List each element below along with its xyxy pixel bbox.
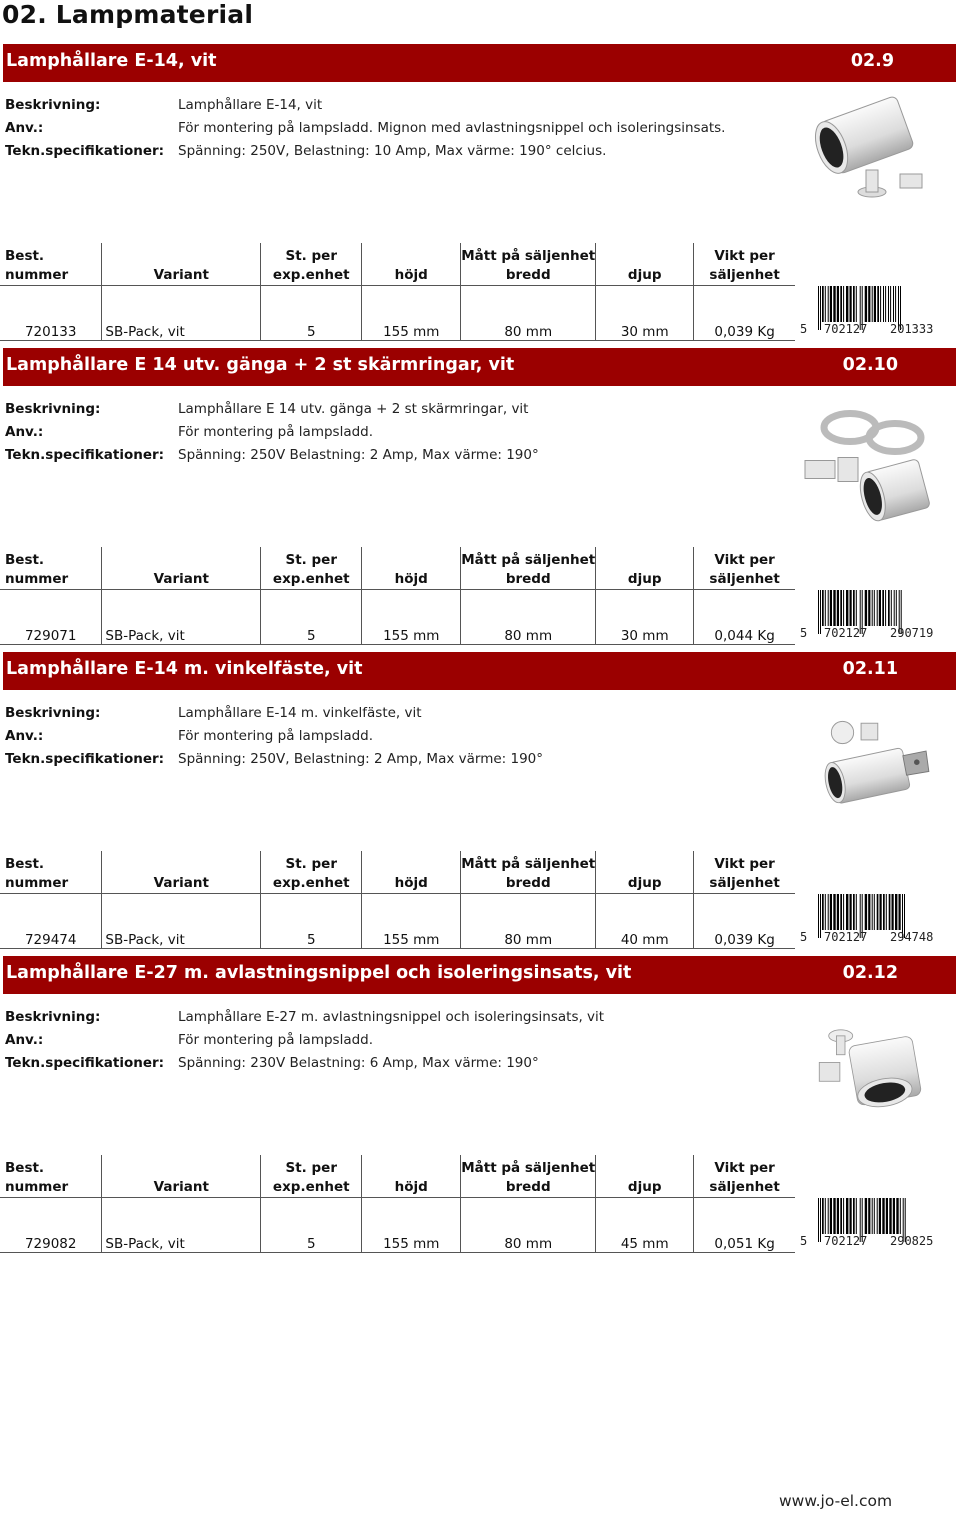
st-per-line1: St. per xyxy=(285,855,337,872)
cell-vikt: 0,039 Kg xyxy=(694,893,795,948)
vikt-line1: Vikt per xyxy=(714,1159,775,1176)
specs-value: Spänning: 250V, Belastning: 2 Amp, Max värme: 190° xyxy=(178,751,544,767)
barcode-bar xyxy=(850,286,852,322)
barcode-bar xyxy=(890,286,891,322)
barcode xyxy=(798,1196,950,1246)
col-header-variant: Variant xyxy=(102,547,261,589)
col-header-best-nummer: Best. nummer xyxy=(0,1155,102,1197)
barcode-bar xyxy=(825,590,826,626)
barcode-bar xyxy=(833,1198,835,1234)
barcode-bar xyxy=(853,590,855,626)
djup-label: djup xyxy=(627,874,662,891)
cell-vikt: 0,044 Kg xyxy=(694,589,795,644)
specs-value: Spänning: 250V Belastning: 2 Amp, Max värme: 190° xyxy=(178,447,539,463)
barcode-bar xyxy=(899,894,901,930)
description-value: Lamphållare E 14 utv. gänga + 2 st skärmringar, vit xyxy=(178,401,529,417)
barcode-first-digit: 5 xyxy=(800,930,808,942)
barcode-bar xyxy=(856,286,857,322)
barcode-left-digits: 702127 xyxy=(824,322,868,334)
barcode-guard-bar xyxy=(818,1198,819,1242)
barcode-bar xyxy=(872,286,873,322)
usage-value: För montering på lampsladd. Mignon med avlastningsnippel och isoleringsinsats. xyxy=(178,120,726,136)
barcode-bar xyxy=(877,894,879,930)
barcode-bar xyxy=(830,1198,832,1234)
barcode-bar xyxy=(843,590,844,626)
barcode-bar xyxy=(874,1198,875,1234)
barcode-bar xyxy=(825,1198,826,1234)
barcode-bar xyxy=(846,590,848,626)
footer-url: www.jo-el.com xyxy=(779,1492,893,1510)
product-code: 02.10 xyxy=(842,355,898,375)
col-header-djup xyxy=(596,243,694,285)
cell-nummer: 729474 xyxy=(0,893,102,948)
product-header-bar xyxy=(3,348,956,386)
vikt-line2: säljenhet xyxy=(709,1178,780,1195)
barcode-right-digits: 294748 xyxy=(890,930,934,942)
vikt-line2: säljenhet xyxy=(709,266,780,283)
barcode-bar xyxy=(874,286,876,322)
cell-nummer: 729082 xyxy=(0,1197,102,1252)
specs-value: Spänning: 250V, Belastning: 10 Amp, Max värme: 190° celcius. xyxy=(178,143,607,159)
barcode-bar xyxy=(888,286,889,322)
col-header-djup xyxy=(596,547,694,589)
col-header-variant: Variant xyxy=(102,1155,261,1197)
col-header-best-nummer: Best. nummer xyxy=(0,851,102,893)
description-value: Lamphållare E-14, vit xyxy=(178,97,323,113)
cell-nummer: 720133 xyxy=(0,285,102,340)
barcode-first-digit: 5 xyxy=(800,626,808,638)
barcode-bar xyxy=(885,286,886,322)
barcode-right-digits: 290825 xyxy=(890,1234,934,1246)
product-spec-table xyxy=(0,1155,795,1253)
barcode-bar xyxy=(879,1198,881,1234)
description-value: Lamphållare E-27 m. avlastningsnippel och isoleringsinsats, vit xyxy=(178,1009,605,1025)
dims-group-label: Mått på säljenhet xyxy=(461,551,596,568)
barcode-bar xyxy=(822,1198,824,1234)
barcode-bar xyxy=(891,590,892,626)
col-header-vikt xyxy=(694,243,795,285)
barcode-bar xyxy=(883,286,884,322)
product-image-lampholder xyxy=(800,92,940,202)
barcode-bar xyxy=(872,894,873,930)
barcode-left-digits: 702127 xyxy=(824,1234,868,1246)
cell-bredd: 80 mm xyxy=(461,893,596,948)
barcode-bar xyxy=(883,894,885,930)
barcode-bar xyxy=(825,286,826,322)
description-label: Beskrivning: xyxy=(5,705,101,721)
col-header-variant: Variant xyxy=(102,243,261,285)
barcode-bar xyxy=(865,590,867,626)
col-header-st-per xyxy=(261,1155,362,1197)
barcode-bar xyxy=(856,590,857,626)
product-section xyxy=(0,44,960,344)
barcode-bar xyxy=(853,286,855,322)
barcode-first-digit: 5 xyxy=(800,1234,808,1246)
barcode-left-digits: 702127 xyxy=(824,930,868,942)
cell-nummer: 729071 xyxy=(0,589,102,644)
col-header-hojd xyxy=(362,547,461,589)
djup-label: djup xyxy=(627,570,662,587)
specs-value: Spänning: 230V Belastning: 6 Amp, Max värme: 190° xyxy=(178,1055,539,1071)
barcode-bar xyxy=(880,286,881,322)
barcode-bar xyxy=(893,1198,895,1234)
product-image-lampholder-e27 xyxy=(815,1021,935,1121)
page-title: 02. Lampmaterial xyxy=(2,0,254,29)
bredd-label: bredd xyxy=(505,266,551,283)
barcode-bar xyxy=(828,590,829,626)
barcode-bar xyxy=(825,894,826,930)
barcode-bar xyxy=(843,894,844,930)
barcode-bar xyxy=(882,1198,884,1234)
cell-djup: 30 mm xyxy=(596,589,694,644)
barcode-guard-bar xyxy=(818,286,819,330)
barcode-bar xyxy=(856,1198,857,1234)
hojd-label: höjd xyxy=(394,1178,428,1195)
usage-label: Anv.: xyxy=(5,728,44,744)
barcode-bar xyxy=(830,286,832,322)
product-title: Lamphållare E 14 utv. gänga + 2 st skärmringar, vit xyxy=(6,355,515,375)
st-per-line1: St. per xyxy=(285,247,337,264)
barcode-bar xyxy=(853,894,855,930)
st-per-line1: St. per xyxy=(285,1159,337,1176)
cell-variant: SB-Pack, vit xyxy=(102,589,261,644)
barcode xyxy=(798,892,950,942)
barcode-bar xyxy=(877,286,879,322)
usage-label: Anv.: xyxy=(5,1032,44,1048)
barcode-bar xyxy=(822,894,824,930)
barcode-bar xyxy=(896,1198,898,1234)
description-value: Lamphållare E-14 m. vinkelfäste, vit xyxy=(178,705,422,721)
st-per-line2: exp.enhet xyxy=(272,570,350,587)
barcode-guard-bar xyxy=(818,894,819,938)
barcode-bar xyxy=(822,286,824,322)
cell-bredd: 80 mm xyxy=(461,589,596,644)
djup-label: djup xyxy=(627,1178,662,1195)
barcode-bar xyxy=(868,590,870,626)
barcode-bar xyxy=(896,590,897,626)
barcode-bar xyxy=(865,894,867,930)
barcode-bar xyxy=(837,286,839,322)
barcode-bar xyxy=(850,894,852,930)
barcode-bar xyxy=(888,590,890,626)
barcode-bar xyxy=(828,286,829,322)
usage-value: För montering på lampsladd. xyxy=(178,728,374,744)
bredd-label: bredd xyxy=(505,874,551,891)
barcode-bar xyxy=(886,894,887,930)
cell-variant: SB-Pack, vit xyxy=(102,285,261,340)
col-header-djup xyxy=(596,851,694,893)
barcode-right-digits: 201333 xyxy=(890,322,934,334)
specs-label: Tekn.specifikationer: xyxy=(5,751,165,767)
specs-label: Tekn.specifikationer: xyxy=(5,447,165,463)
product-code: 02.9 xyxy=(850,51,894,71)
product-title: Lamphållare E-14 m. vinkelfäste, vit xyxy=(6,659,363,679)
barcode-right-digits: 290719 xyxy=(890,626,934,638)
col-header-djup xyxy=(596,1155,694,1197)
djup-label: djup xyxy=(627,266,662,283)
product-header-bar xyxy=(3,956,956,994)
product-title: Lamphållare E-27 m. avlastningsnippel och isoleringsinsats, vit xyxy=(6,963,632,983)
barcode-bar xyxy=(856,894,857,930)
barcode-bar xyxy=(868,1198,870,1234)
barcode-bar xyxy=(868,894,870,930)
vikt-line1: Vikt per xyxy=(714,551,775,568)
cell-st: 5 xyxy=(261,893,362,948)
col-header-hojd xyxy=(362,243,461,285)
col-header-bredd xyxy=(461,243,596,285)
cell-hojd: 155 mm xyxy=(362,589,461,644)
cell-vikt: 0,051 Kg xyxy=(694,1197,795,1252)
vikt-line2: säljenhet xyxy=(709,570,780,587)
product-section xyxy=(0,348,960,648)
barcode-bar xyxy=(840,590,842,626)
barcode-bar xyxy=(868,286,870,322)
bredd-label: bredd xyxy=(505,1178,551,1195)
barcode-bar xyxy=(872,1198,873,1234)
barcode-bar xyxy=(850,590,852,626)
barcode-bar xyxy=(895,286,896,322)
description-label: Beskrivning: xyxy=(5,1009,101,1025)
hojd-label: höjd xyxy=(394,266,428,283)
product-spec-table xyxy=(0,547,795,645)
barcode-bar xyxy=(833,894,835,930)
product-code: 02.11 xyxy=(842,659,898,679)
col-header-bredd xyxy=(461,851,596,893)
barcode-bar xyxy=(865,286,867,322)
product-section xyxy=(0,956,960,1256)
product-image-lampholder-rings xyxy=(800,403,940,528)
cell-st: 5 xyxy=(261,1197,362,1252)
description-label: Beskrivning: xyxy=(5,97,101,113)
st-per-line2: exp.enhet xyxy=(272,1178,350,1195)
barcode-guard-bar xyxy=(820,1198,821,1242)
cell-variant: SB-Pack, vit xyxy=(102,893,261,948)
dims-group-label: Mått på säljenhet xyxy=(461,1159,596,1176)
col-header-bredd xyxy=(461,1155,596,1197)
cell-vikt: 0,039 Kg xyxy=(694,285,795,340)
vikt-line1: Vikt per xyxy=(714,855,775,872)
barcode-first-digit: 5 xyxy=(800,322,808,334)
barcode-bar xyxy=(830,894,832,930)
col-header-vikt xyxy=(694,547,795,589)
hojd-label: höjd xyxy=(394,570,428,587)
barcode-bar xyxy=(886,1198,888,1234)
barcode-bar xyxy=(837,894,839,930)
usage-label: Anv.: xyxy=(5,424,44,440)
barcode-bar xyxy=(828,894,829,930)
col-header-hojd xyxy=(362,1155,461,1197)
col-header-st-per xyxy=(261,547,362,589)
vikt-line1: Vikt per xyxy=(714,247,775,264)
product-spec-table xyxy=(0,243,795,341)
st-per-line2: exp.enhet xyxy=(272,266,350,283)
cell-hojd: 155 mm xyxy=(362,1197,461,1252)
specs-label: Tekn.specifikationer: xyxy=(5,1055,165,1071)
barcode-bar xyxy=(837,1198,839,1234)
product-description-block xyxy=(5,94,725,163)
col-header-bredd xyxy=(461,547,596,589)
cell-hojd: 155 mm xyxy=(362,285,461,340)
product-spec-table xyxy=(0,851,795,949)
product-image-lampholder-bracket xyxy=(810,710,940,820)
barcode-guard-bar xyxy=(818,590,819,634)
product-description-block xyxy=(5,702,543,771)
cell-bredd: 80 mm xyxy=(461,1197,596,1252)
bredd-label: bredd xyxy=(505,570,551,587)
product-description-block xyxy=(5,398,539,467)
hojd-label: höjd xyxy=(394,874,428,891)
barcode-bar xyxy=(840,286,842,322)
specs-label: Tekn.specifikationer: xyxy=(5,143,165,159)
barcode-bar xyxy=(882,590,884,626)
cell-bredd: 80 mm xyxy=(461,285,596,340)
cell-djup: 40 mm xyxy=(596,893,694,948)
barcode-bar xyxy=(853,1198,855,1234)
barcode-bar xyxy=(846,1198,848,1234)
cell-st: 5 xyxy=(261,285,362,340)
usage-label: Anv.: xyxy=(5,120,44,136)
col-header-best-nummer: Best. nummer xyxy=(0,547,102,589)
product-header-bar xyxy=(3,652,956,690)
col-header-st-per xyxy=(261,851,362,893)
barcode-guard-bar xyxy=(820,894,821,938)
barcode-bar xyxy=(843,1198,844,1234)
barcode-bar xyxy=(894,590,895,626)
col-header-vikt xyxy=(694,851,795,893)
product-description-block xyxy=(5,1006,604,1075)
col-header-variant: Variant xyxy=(102,851,261,893)
barcode xyxy=(798,284,950,334)
product-header-bar xyxy=(3,44,956,82)
barcode-bar xyxy=(837,590,839,626)
barcode-bar xyxy=(874,894,875,930)
barcode-guard-bar xyxy=(820,590,821,634)
barcode-bar xyxy=(830,590,832,626)
barcode-bar xyxy=(846,894,848,930)
usage-value: För montering på lampsladd. xyxy=(178,424,374,440)
barcode-bar xyxy=(893,286,894,322)
barcode-bar xyxy=(833,286,835,322)
barcode-bar xyxy=(895,894,897,930)
barcode-bar xyxy=(840,1198,842,1234)
cell-hojd: 155 mm xyxy=(362,893,461,948)
barcode-bar xyxy=(900,1198,901,1234)
barcode-bar xyxy=(885,590,886,626)
barcode-bar xyxy=(877,1198,878,1234)
barcode-bar xyxy=(850,1198,852,1234)
usage-value: För montering på lampsladd. xyxy=(178,1032,374,1048)
col-header-hojd xyxy=(362,851,461,893)
product-title: Lamphållare E-14, vit xyxy=(6,51,217,71)
barcode-bar xyxy=(879,590,881,626)
description-label: Beskrivning: xyxy=(5,401,101,417)
cell-st: 5 xyxy=(261,589,362,644)
cell-djup: 30 mm xyxy=(596,285,694,340)
barcode-bar xyxy=(877,590,878,626)
product-code: 02.12 xyxy=(842,963,898,983)
barcode-bar xyxy=(833,590,835,626)
col-header-vikt xyxy=(694,1155,795,1197)
barcode-bar xyxy=(840,894,842,930)
barcode-guard-bar xyxy=(820,286,821,330)
barcode-bar xyxy=(846,286,848,322)
barcode-left-digits: 702127 xyxy=(824,626,868,638)
barcode-bar xyxy=(843,286,844,322)
dims-group-label: Mått på säljenhet xyxy=(461,855,596,872)
barcode-bar xyxy=(828,1198,829,1234)
cell-variant: SB-Pack, vit xyxy=(102,1197,261,1252)
barcode-bar xyxy=(874,590,875,626)
barcode-bar xyxy=(872,590,873,626)
st-per-line1: St. per xyxy=(285,551,337,568)
col-header-st-per xyxy=(261,243,362,285)
cell-djup: 45 mm xyxy=(596,1197,694,1252)
barcode xyxy=(798,588,950,638)
barcode-bar xyxy=(892,894,894,930)
barcode-bar xyxy=(889,894,891,930)
product-section xyxy=(0,652,960,952)
barcode-bar xyxy=(865,1198,867,1234)
st-per-line2: exp.enhet xyxy=(272,874,350,891)
dims-group-label: Mått på säljenhet xyxy=(461,247,596,264)
vikt-line2: säljenhet xyxy=(709,874,780,891)
barcode-bar xyxy=(880,894,882,930)
col-header-best-nummer: Best. nummer xyxy=(0,243,102,285)
barcode-bar xyxy=(889,1198,891,1234)
barcode-bar xyxy=(822,590,824,626)
